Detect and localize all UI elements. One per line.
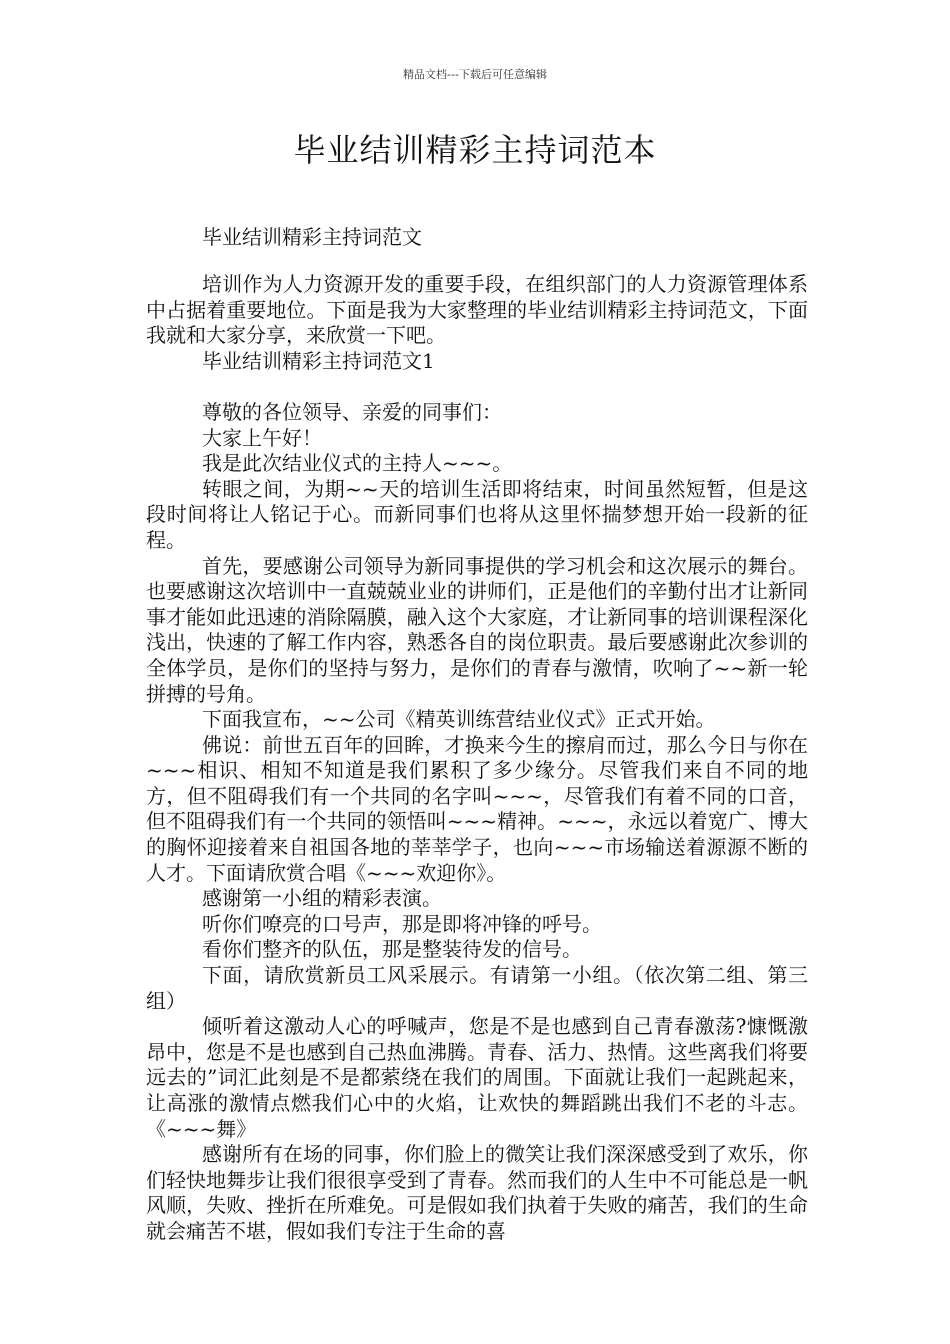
- paragraph: 我是此次结业仪式的主持人~~~。: [202, 451, 513, 476]
- document-body: [146, 272, 808, 1245]
- paragraph: 佛说：前世五百年的回眸，才换来今生的擦肩而过，那么今日与你在~~~相识、相知不知道是我们累积了多少缘分。尽管我们来自不同的地方，但不阻碍我们有一个共同的名字叫~~~，尽管我们有着不同的口音，但不阻碍我们有一个共同的领悟叫~~~精神。~~~，永远以着宽广、博大的胸怀迎接着来自祖国各地的莘莘学子，也向~~~市场输送着源源不断的人才。下面请欣赏合唱《~~~欢迎你》。: [146, 732, 808, 885]
- paragraph: 首先，要感谢公司领导为新同事提供的学习机会和这次展示的舞台。也要感谢这次培训中一直兢兢业业的讲师们，正是他们的辛勤付出才让新同事才能如此迅速的消除隔膜，融入这个大家庭，才让新同事的培训课程深化浅出，快速的了解工作内容，熟悉各自的岗位职责。最后要感谢此次参训的全体学员，是你们的坚持与努力，是你们的青春与激情，吹响了~~新一轮拼搏的号角。: [146, 553, 808, 706]
- paragraph-intro: 培训作为人力资源开发的重要手段，在组织部门的人力资源管理体系中占据着重要地位。下面是我为大家整理的毕业结训精彩主持词范文，下面我就和大家分享，来欣赏一下吧。: [146, 272, 808, 348]
- paragraph: 看你们整齐的队伍，那是整装待发的信号。: [202, 937, 582, 962]
- paragraph: 感谢所有在场的同事，你们脸上的微笑让我们深深感受到了欢乐，你们轻快地舞步让我们很很享受到了青春。然而我们的人生中不可能总是一帆风顺，失败、挫折在所难免。可是假如我们执着于失败的痛苦，我们的生命就会痛苦不堪，假如我们专注于生命的喜: [146, 1142, 808, 1243]
- paragraph-section-heading: 毕业结训精彩主持词范文1: [202, 348, 435, 373]
- document-title: 毕业结训精彩主持词范本: [293, 131, 657, 169]
- header-note: 精品文档---下载后可任意编辑: [403, 68, 547, 81]
- paragraph: 感谢第一小组的精彩表演。: [202, 886, 442, 911]
- paragraph: 下面我宣布，~~公司《精英训练营结业仪式》正式开始。: [202, 707, 716, 732]
- paragraph: 听你们嘹亮的口号声，那是即将冲锋的呼号。: [202, 911, 602, 936]
- document-subtitle: 毕业结训精彩主持词范文: [202, 225, 422, 249]
- paragraph-greeting: 尊敬的各位领导、亲爱的同事们：: [202, 399, 502, 424]
- paragraph: 下面，请欣赏新员工风采展示。有请第一小组。（依次第二组、第三组）: [146, 963, 808, 1013]
- paragraph: 转眼之间，为期~~天的培训生活即将结束，时间虽然短暂，但是这段时间将让人铭记于心。而新同事们也将从这里怀揣梦想开始一段新的征程。: [146, 476, 808, 552]
- paragraph: 大家上午好！: [202, 425, 322, 450]
- paragraph: 倾听着这激动人心的呼喊声，您是不是也感到自己青春激荡?慷慨激昂中，您是不是也感到自己热血沸腾。青春、活力、热情。这些离我们将要远去的”词汇此刻是不是都萦绕在我们的周围。下面就让我们一起跳起来，让高涨的激情点燃我们心中的火焰，让欢快的舞蹈跳出我们不老的斗志。《~~~舞》: [146, 1014, 808, 1141]
